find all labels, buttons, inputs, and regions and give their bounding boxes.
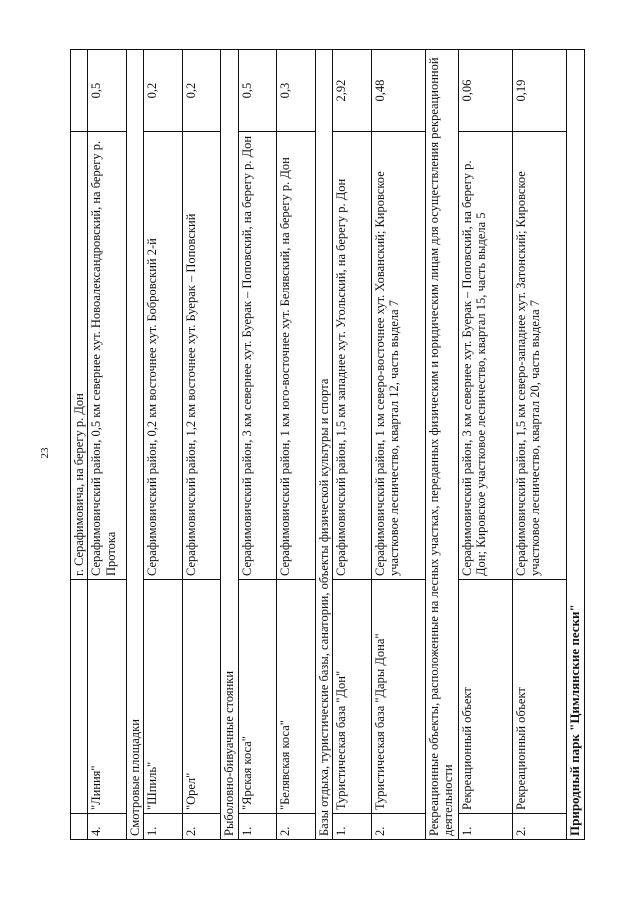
table-row [371, 50, 425, 840]
object-name: Рекреационный объект [459, 580, 513, 814]
rotated-page-content [70, 50, 585, 840]
object-name: Рекреационный объект [512, 580, 566, 814]
row-number: 2. [182, 814, 221, 840]
table-row [144, 50, 183, 840]
table-section-row [315, 50, 332, 840]
object-name: "Орел" [182, 580, 221, 814]
location-cell: Серафимовичский район, 1 км юго-восточнее хут. Белявский, на берегу р. Дон [277, 132, 316, 580]
location-cell: Серафимовичский район, 1,5 км северо-западнее хут. Затонский; Кировское участковое лесничество, квартал 20, часть выдела 7 [512, 132, 566, 580]
location-cell: Серафимовичский район, 3 км севернее хут. Буерак – Поповский, на берегу р. Дон [238, 132, 277, 580]
recreation-objects-table [70, 49, 585, 840]
row-number: 1. [333, 814, 372, 840]
table-section-row [425, 50, 458, 840]
area-cell: 0,19 [512, 50, 566, 132]
area-cell: 0,5 [238, 50, 277, 132]
row-number: 1. [144, 814, 183, 840]
location-cell: Серафимовичский район, 0,5 км севернее хут. Новоалександровский, на берегу р. Протока [88, 132, 127, 580]
table-row [277, 50, 316, 840]
table-row [71, 50, 88, 840]
object-name: "Белявская коса" [277, 580, 316, 814]
location-cell: Серафимовичский район, 1,2 км восточнее хут. Буерак – Поповский [182, 132, 221, 580]
row-number: 2. [512, 814, 566, 840]
area-cell: 2,92 [333, 50, 372, 132]
table-section-row [221, 50, 238, 840]
section-title: Природный парк "Цимлянские пески" [566, 50, 584, 840]
location-cell: Серафимовичский район, 1,5 км западнее хут. Угольский, на берегу р. Дон [333, 132, 372, 580]
area-cell: 0,48 [371, 50, 425, 132]
table-row [88, 50, 127, 840]
area-cell: 0,2 [144, 50, 183, 132]
location-cell: Серафимовичский район, 1 км северо-восточнее хут. Хованский; Кировское участковое лесничество, квартал 12, часть выдела 7 [371, 132, 425, 580]
table-section-row [126, 50, 143, 840]
area-cell: 0,06 [459, 50, 513, 132]
table-row [182, 50, 221, 840]
section-title: Рекреационные объекты, расположенные на лесных участках, переданных физическим и юридическим лицам для осуществления рекреационной деятельности [425, 50, 458, 840]
section-title: Смотровые площадки [126, 50, 143, 840]
location-cell: Серафимовичский район, 3 км севернее хут. Буерак – Поповский, на берегу р. Дон; Кировское участковое лесничество, квартал 15, часть выдела 5 [459, 132, 513, 580]
object-name: "Линия" [88, 580, 127, 814]
table-row [512, 50, 566, 840]
row-number: 1. [459, 814, 513, 840]
row-number: 2. [277, 814, 316, 840]
location-cell: Серафимовичский район, 0,2 км восточнее хут. Бобровский 2-й [144, 132, 183, 580]
row-number: 4. [88, 814, 127, 840]
table-row [238, 50, 277, 840]
row-number: 2. [371, 814, 425, 840]
row-number: 1. [238, 814, 277, 840]
page-number: 23 [39, 447, 51, 459]
object-name: Туристическая база "Дары Дона" [371, 580, 425, 814]
object-name: Туристическая база "Дон" [333, 580, 372, 814]
area-cell: 0,5 [88, 50, 127, 132]
table-row [459, 50, 513, 840]
area-cell: 0,3 [277, 50, 316, 132]
area-cell: 0,2 [182, 50, 221, 132]
table-row [333, 50, 372, 840]
table-section-row [566, 50, 584, 840]
location-cell: г. Серафимовича, на берегу р. Дон [71, 132, 88, 580]
object-name: "Шпиль" [144, 580, 183, 814]
section-title: Рыболовно-бивуачные стоянки [221, 50, 238, 840]
section-title: Базы отдыха, туристические базы, санатории, объекты физической культуры и спорта [315, 50, 332, 840]
object-name: "Ярская коса" [238, 580, 277, 814]
